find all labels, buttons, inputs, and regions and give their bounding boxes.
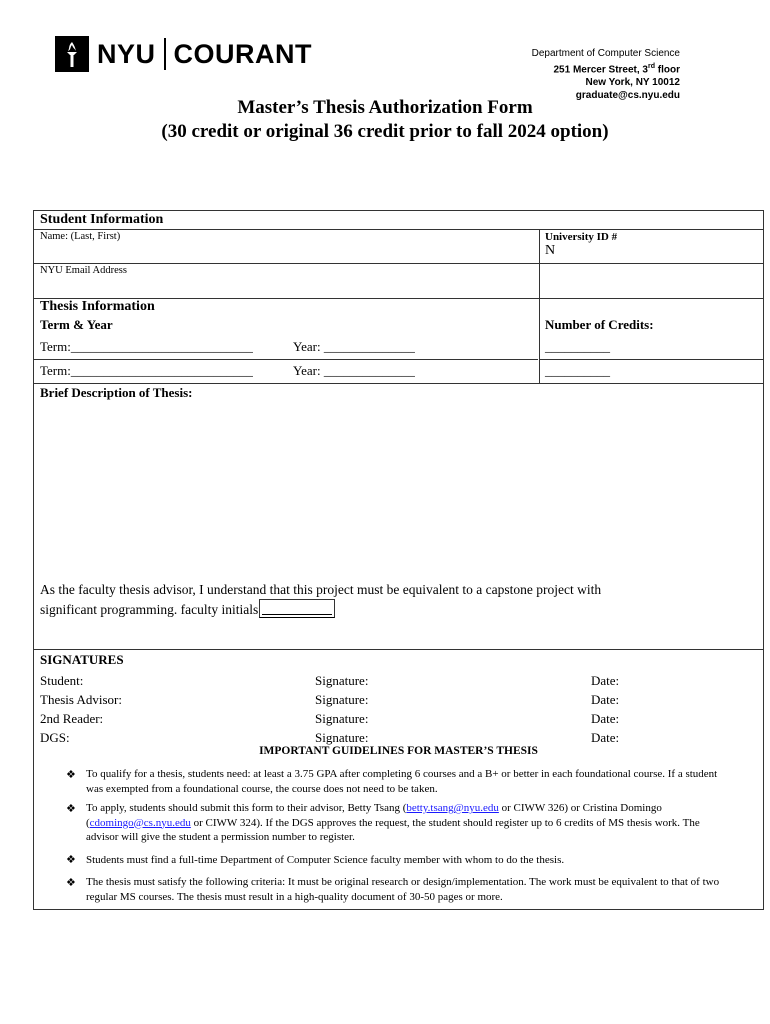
bullet-icon: ❖: [66, 769, 76, 781]
nyu-courant-logo: [55, 36, 312, 72]
ack-line-2: significant programming. faculty initials: [40, 599, 755, 619]
signatures-heading: SIGNATURES: [40, 652, 124, 667]
date-fields: [591, 671, 619, 747]
thesis-info-heading: Thesis Information: [40, 299, 155, 314]
guidelines-heading: IMPORTANT GUIDELINES FOR MASTER’S THESIS: [259, 745, 538, 757]
role-thesis-advisor: Thesis Advisor:: [40, 692, 122, 707]
logo-nyu-text: NYU: [97, 39, 156, 69]
email-label: NYU Email Address: [40, 265, 127, 276]
bullet-icon: ❖: [66, 803, 76, 815]
student-info-heading: Student Information: [40, 212, 164, 227]
address-street: 251 Mercer Street, 3rd floor: [553, 63, 680, 76]
form-title-line2: (30 credit or original 36 credit prior to fall 2024 option): [161, 121, 609, 142]
role-dgs: DGS:: [40, 730, 70, 745]
year-field-2[interactable]: Year: ______________: [293, 363, 415, 378]
year-field-1[interactable]: Year: ______________: [293, 339, 415, 354]
signature-roles: [40, 671, 122, 747]
betty-email-link[interactable]: betty.tsang@nyu.edu: [406, 802, 499, 814]
signature-field-student[interactable]: Signature:: [315, 673, 369, 688]
date-field-reader[interactable]: Date:: [591, 711, 620, 726]
guideline-3: Students must find a full-time Department of Computer Science faculty member with whom to do the thesis.: [86, 854, 565, 866]
credits-label: Number of Credits:: [545, 317, 654, 332]
logo-divider: [164, 38, 166, 70]
advisor-acknowledgment: [40, 580, 755, 619]
description-field[interactable]: [40, 401, 755, 571]
bullet-icon: ❖: [66, 854, 76, 866]
term-field-2[interactable]: Term:____________________________: [40, 363, 253, 378]
cristina-email-link[interactable]: cdomingo@cs.nyu.edu: [89, 816, 191, 829]
form-title-line1: Master’s Thesis Authorization Form: [237, 97, 533, 118]
date-field-advisor[interactable]: Date:: [591, 692, 620, 707]
guideline-4: The thesis must satisfy the following criteria: It must be original research or design/implementation. The work must be equivalent to that of two regular MS courses. The thesis must result in a high-quality document of 30-50 pages or more.: [86, 876, 720, 903]
address-department: Department of Computer Science: [531, 48, 680, 59]
signature-fields: [315, 671, 368, 747]
description-label: Brief Description of Thesis:: [40, 385, 193, 400]
role-student: Student:: [40, 673, 84, 688]
address-city: New York, NY 10012: [585, 77, 680, 89]
guideline-2: To apply, students should submit this form to their advisor, Betty Tsang (betty.tsang@nyu.edu or CIWW 326) or Cristina Domingo (cdomingo@cs.nyu.edu or CIWW 324). If the DGS approves the request, the student should register up to 6 credits of MS thesis work. The advisor will give the student a permission number to register.: [86, 802, 700, 843]
address-email: graduate@cs.nyu.edu: [575, 90, 680, 102]
logo-courant-text: COURANT: [173, 39, 313, 69]
university-id-value[interactable]: N: [545, 243, 556, 258]
university-id-label: University ID #: [545, 231, 618, 243]
signature-field-advisor[interactable]: Signature:: [315, 692, 369, 707]
credits-field-1[interactable]: __________: [545, 339, 610, 354]
ack-line-1: As the faculty thesis advisor, I understand that this project must be equivalent to a capstone project with: [40, 582, 602, 597]
signature-field-dgs[interactable]: Signature:: [315, 730, 369, 745]
department-address: [532, 47, 680, 102]
nyu-torch-icon: [55, 36, 89, 72]
role-2nd-reader: 2nd Reader:: [40, 711, 104, 726]
date-field-student[interactable]: Date:: [591, 673, 620, 688]
faculty-initials-field[interactable]: [259, 599, 335, 618]
form-title: [0, 96, 770, 144]
term-year-label: Term & Year: [40, 317, 113, 332]
date-field-dgs[interactable]: Date:: [591, 730, 620, 745]
term-field-1[interactable]: Term:____________________________: [40, 339, 253, 354]
guideline-1: To qualify for a thesis, students need: at least a 3.75 GPA after completing 6 courses and a B+ or better in each foundational course. If a student was exempted from a foundational course, the course does not need to be taken.: [86, 768, 718, 795]
bullet-icon: ❖: [66, 877, 76, 889]
name-label: Name: (Last, First): [40, 231, 121, 242]
signature-field-reader[interactable]: Signature:: [315, 711, 369, 726]
credits-field-2[interactable]: __________: [545, 363, 610, 378]
